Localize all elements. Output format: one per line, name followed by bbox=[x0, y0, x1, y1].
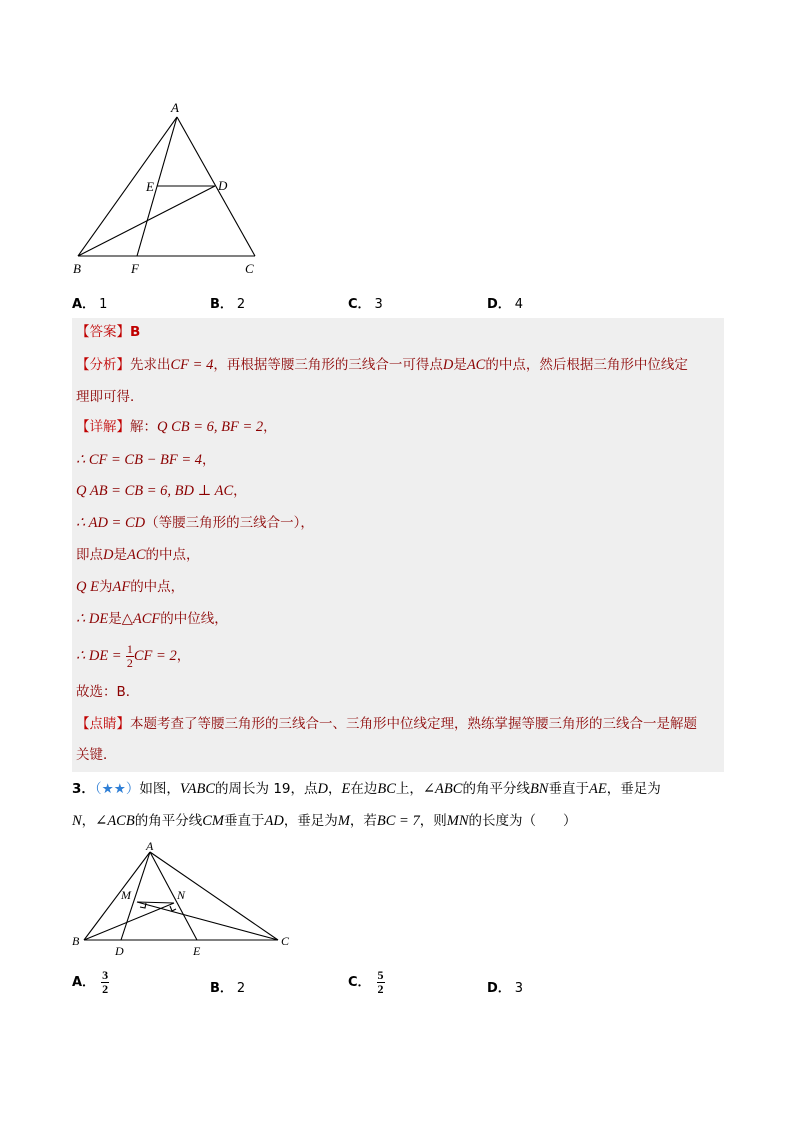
label-D: D bbox=[218, 178, 228, 193]
detail-line-5: 即点D是AC的中点， bbox=[72, 541, 724, 570]
comment-line-1: 【点睛】本题考查了等腰三角形的三线合一、三角形中位线定理，熟练掌握等腰三角形的三线合一是解题 bbox=[72, 710, 724, 739]
detail-line-8: ∴ DE = $\frac{1}{2}$ CF = 2， bbox=[72, 637, 724, 675]
q3-option-d[interactable]: D． 3 bbox=[487, 981, 524, 996]
triangle-figure-2 bbox=[65, 835, 300, 960]
question-3-line-2: N，∠ACB的角平分线CM垂直于AD，垂足为M，若BC = 7，则MN的长度为（ ） bbox=[72, 813, 577, 829]
label-A: A bbox=[171, 100, 179, 115]
detail-line-1: 【详解】解：Q CB = 6, BF = 2， bbox=[72, 413, 724, 442]
option-b[interactable]: B． 2 bbox=[210, 297, 246, 312]
detail-line-4: ∴ AD = CD（等腰三角形的三线合一）， bbox=[72, 509, 724, 538]
q3-option-a[interactable]: A． $\frac{3}{2}$ bbox=[72, 968, 109, 996]
answer-line: 【答案】B bbox=[72, 318, 724, 347]
segment-MN bbox=[137, 902, 174, 903]
option-a[interactable]: A． 1 bbox=[72, 297, 108, 312]
label2-N: N bbox=[177, 888, 186, 902]
difficulty-stars: （★★） bbox=[94, 781, 140, 797]
label-E: E bbox=[146, 179, 154, 194]
q3-option-c[interactable]: C． $\frac{5}{2}$ bbox=[348, 968, 384, 996]
option-d[interactable]: D． 4 bbox=[487, 297, 524, 312]
label-F: F bbox=[131, 261, 139, 276]
q3-option-b[interactable]: B． 2 bbox=[210, 981, 246, 996]
label-B: B bbox=[73, 261, 81, 276]
detail-line-6: Q E为AF的中点， bbox=[72, 573, 724, 602]
analysis-line-2: 理即可得． bbox=[72, 383, 724, 412]
right-angle-N bbox=[170, 906, 176, 911]
segment-AC2 bbox=[150, 852, 278, 940]
label-C: C bbox=[245, 261, 254, 276]
label2-A: A bbox=[146, 839, 154, 853]
label2-B: B bbox=[72, 934, 80, 948]
label2-C: C bbox=[281, 934, 290, 948]
segment-AE2 bbox=[150, 852, 197, 940]
detail-line-7: ∴ DE是△ACF的中位线， bbox=[72, 605, 724, 634]
label2-D: D bbox=[115, 944, 124, 958]
segment-CM bbox=[137, 902, 278, 940]
option-c[interactable]: C． 3 bbox=[348, 297, 383, 312]
comment-line-2: 关键． bbox=[72, 741, 724, 770]
detail-line-2: ∴ CF = CB − BF = 4， bbox=[72, 446, 724, 475]
detail-line-9: 故选：B． bbox=[72, 678, 724, 707]
label2-M: M bbox=[121, 888, 131, 902]
analysis-line-1: 【分析】先求出CF = 4，再根据等腰三角形的三线合一可得点D是AC的中点，然后根据三角形中位线定 bbox=[72, 351, 724, 380]
triangle-figure-1 bbox=[60, 95, 280, 285]
segment-BD bbox=[78, 186, 215, 256]
detail-line-3: Q AB = CB = 6, BD ⊥ AC， bbox=[72, 477, 724, 506]
question-3-line-1: 3．（★★）如图，VABC的周长为 19，点D，E在边BC上，∠ABC的角平分线BN垂直于AE，垂足为 bbox=[72, 781, 661, 797]
label2-E: E bbox=[193, 944, 201, 958]
